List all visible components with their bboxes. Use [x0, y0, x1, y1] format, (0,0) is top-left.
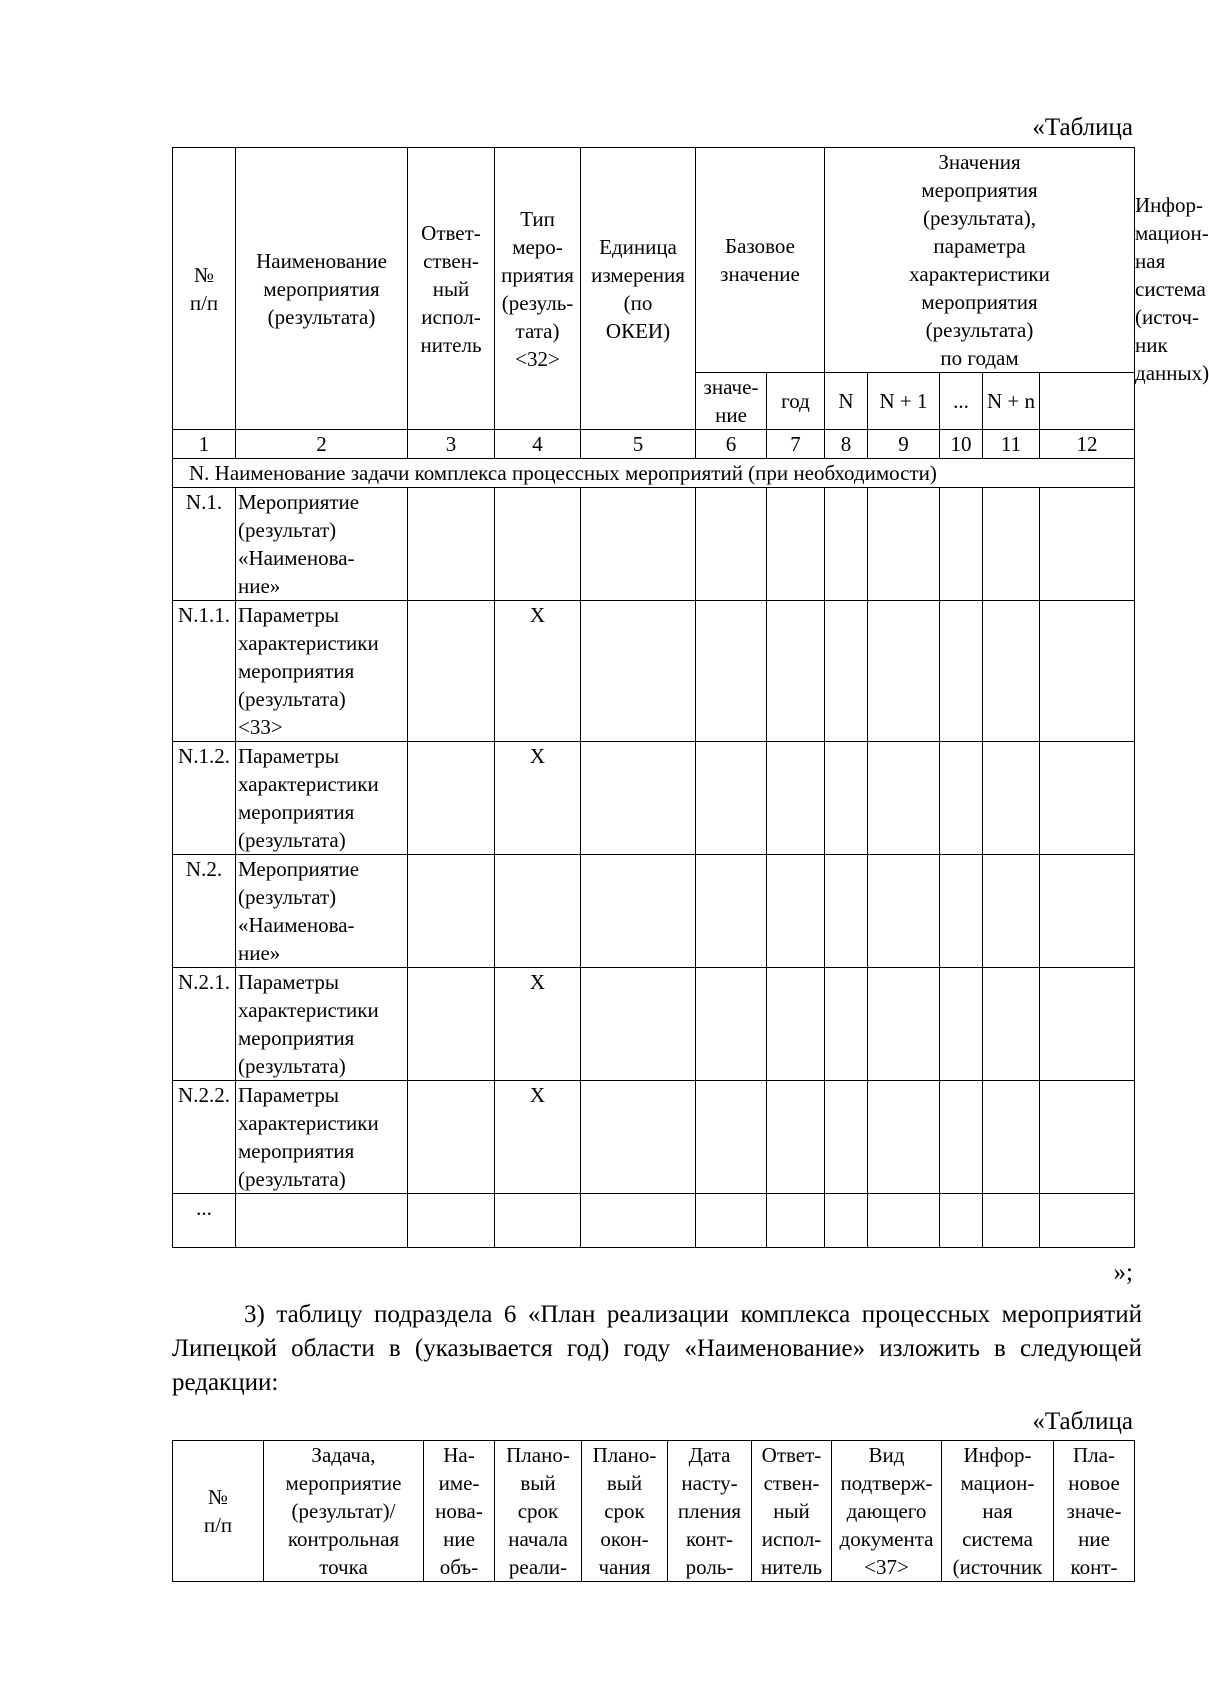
- header-base-year: год: [767, 373, 825, 430]
- row-name: Параметры характеристики мероприятия (результата) <33>: [236, 601, 408, 742]
- col-number: 2: [236, 430, 408, 459]
- header-num: № п/п: [173, 148, 236, 430]
- header-base-value: значе- ние: [696, 373, 767, 430]
- header-unit: Единица измерения (по ОКЕИ): [581, 148, 696, 430]
- row-name: Параметры характеристики мероприятия (результата): [236, 968, 408, 1081]
- col-number: 8: [825, 430, 868, 459]
- row-type: X: [495, 742, 581, 855]
- t2-header: Инфор- мацион- ная система (источник: [942, 1441, 1054, 1582]
- header-base: Базовое значение: [696, 148, 825, 373]
- header-year-dots: ...: [940, 373, 983, 430]
- header-year-n: N: [825, 373, 868, 430]
- col-number: 3: [408, 430, 495, 459]
- t2-header: № п/п: [173, 1441, 264, 1582]
- col-number: 6: [696, 430, 767, 459]
- row-name: Параметры характеристики мероприятия (результата): [236, 1081, 408, 1194]
- table-row: [173, 1194, 1135, 1248]
- col-number: 4: [495, 430, 581, 459]
- col-number: 1: [173, 430, 236, 459]
- row-name: Мероприятие (результат) «Наименова- ние»: [236, 488, 408, 601]
- col-number: 12: [1040, 430, 1135, 459]
- table-row: [173, 488, 1135, 601]
- col-number: 7: [767, 430, 825, 459]
- header-executor: Ответ- ствен- ный испол- нитель: [408, 148, 495, 430]
- t2-header: Плано- вый срок окон- чания: [582, 1441, 668, 1582]
- paragraph: 3) таблицу подраздела 6 «План реализации комплекса процессных мероприятий Липецкой области в (указывается год) году «Наименование» изложить в следующей редакции:: [172, 1301, 1142, 1396]
- row-type: X: [495, 968, 581, 1081]
- table-1: № п/п Наименование мероприятия (результата) Ответ- ствен- ный испол- нитель Тип меро- приятия (резуль- тата) <32> Единица измерения (по ОКЕИ) Базовое значение Значения мероприятия (результата), параметра характеристики мероприятия (результата) по годам Инфор- мацион- ная система (источ- ник данных) значе- ние год N N + 1 ... N + n 1 2 3 4 5 6 7 8 9 10 11 12 N. Наименование задачи комплекса процессных мероприятий (при необходимости) N.1. Мероприятие (результат) «Наименова- ние» N.1.1. Параметры характеристики мероприятия (результата) <33> X N.1.2. Параметры характеристики мероприятия (результата) X N.2. Мероприятие (результат) «Наименова- ние» N.2.1. Параметры характеристики мероприятия (результата) X N.2.2. Параметры характеристики мероприятия (результата) X ...: [172, 147, 1135, 1248]
- t2-header: Дата насту- пления конт- роль-: [668, 1441, 752, 1582]
- col-number: 5: [581, 430, 696, 459]
- row-num: N.1.1.: [173, 601, 236, 742]
- row-num: N.1.: [173, 488, 236, 601]
- t2-header: На- име- нова- ние объ-: [424, 1441, 495, 1582]
- section-title: N. Наименование задачи комплекса процессных мероприятий (при необходимости): [173, 459, 1135, 488]
- column-numbers-row: [173, 430, 1135, 459]
- header-year-n1: N + 1: [868, 373, 940, 430]
- row-type: X: [495, 601, 581, 742]
- row-name: [236, 1194, 408, 1248]
- table-row: [173, 742, 1135, 855]
- header-type: Тип меро- приятия (резуль- тата) <32>: [495, 148, 581, 430]
- table-row: [173, 601, 1135, 742]
- table-row: [173, 1081, 1135, 1194]
- row-num: N.2.2.: [173, 1081, 236, 1194]
- table-row: [173, 968, 1135, 1081]
- row-type: [495, 855, 581, 968]
- table-caption-2: «Таблица: [1032, 1408, 1133, 1435]
- t2-header: Задача, мероприятие (результат)/ контрольная точка: [264, 1441, 424, 1582]
- table-caption: «Таблица: [1032, 114, 1133, 141]
- row-num: N.2.1.: [173, 968, 236, 1081]
- header-name: Наименование мероприятия (результата): [236, 148, 408, 430]
- header-values: Значения мероприятия (результата), параметра характеристики мероприятия (результата) по годам: [825, 148, 1135, 373]
- t2-header: Пла- новое значе- ние конт-: [1054, 1441, 1135, 1582]
- row-type: X: [495, 1081, 581, 1194]
- row-name: Параметры характеристики мероприятия (результата): [236, 742, 408, 855]
- col-number: 9: [868, 430, 940, 459]
- table-2: [172, 1440, 1135, 1582]
- row-num: ...: [173, 1194, 236, 1248]
- t2-header: Ответ- ствен- ный испол- нитель: [752, 1441, 832, 1582]
- t2-header: Плано- вый срок начала реали-: [495, 1441, 582, 1582]
- t2-header: Вид подтверж- дающего документа <37>: [832, 1441, 942, 1582]
- row-num: N.2.: [173, 855, 236, 968]
- col-number: 11: [983, 430, 1040, 459]
- closing-quote: »;: [1113, 1259, 1133, 1286]
- row-name: Мероприятие (результат) «Наименова- ние»: [236, 855, 408, 968]
- row-type: [495, 488, 581, 601]
- row-type: [495, 1194, 581, 1248]
- header-year-nn: N + n: [983, 373, 1040, 430]
- row-num: N.1.2.: [173, 742, 236, 855]
- table-row: [173, 855, 1135, 968]
- col-number: 10: [940, 430, 983, 459]
